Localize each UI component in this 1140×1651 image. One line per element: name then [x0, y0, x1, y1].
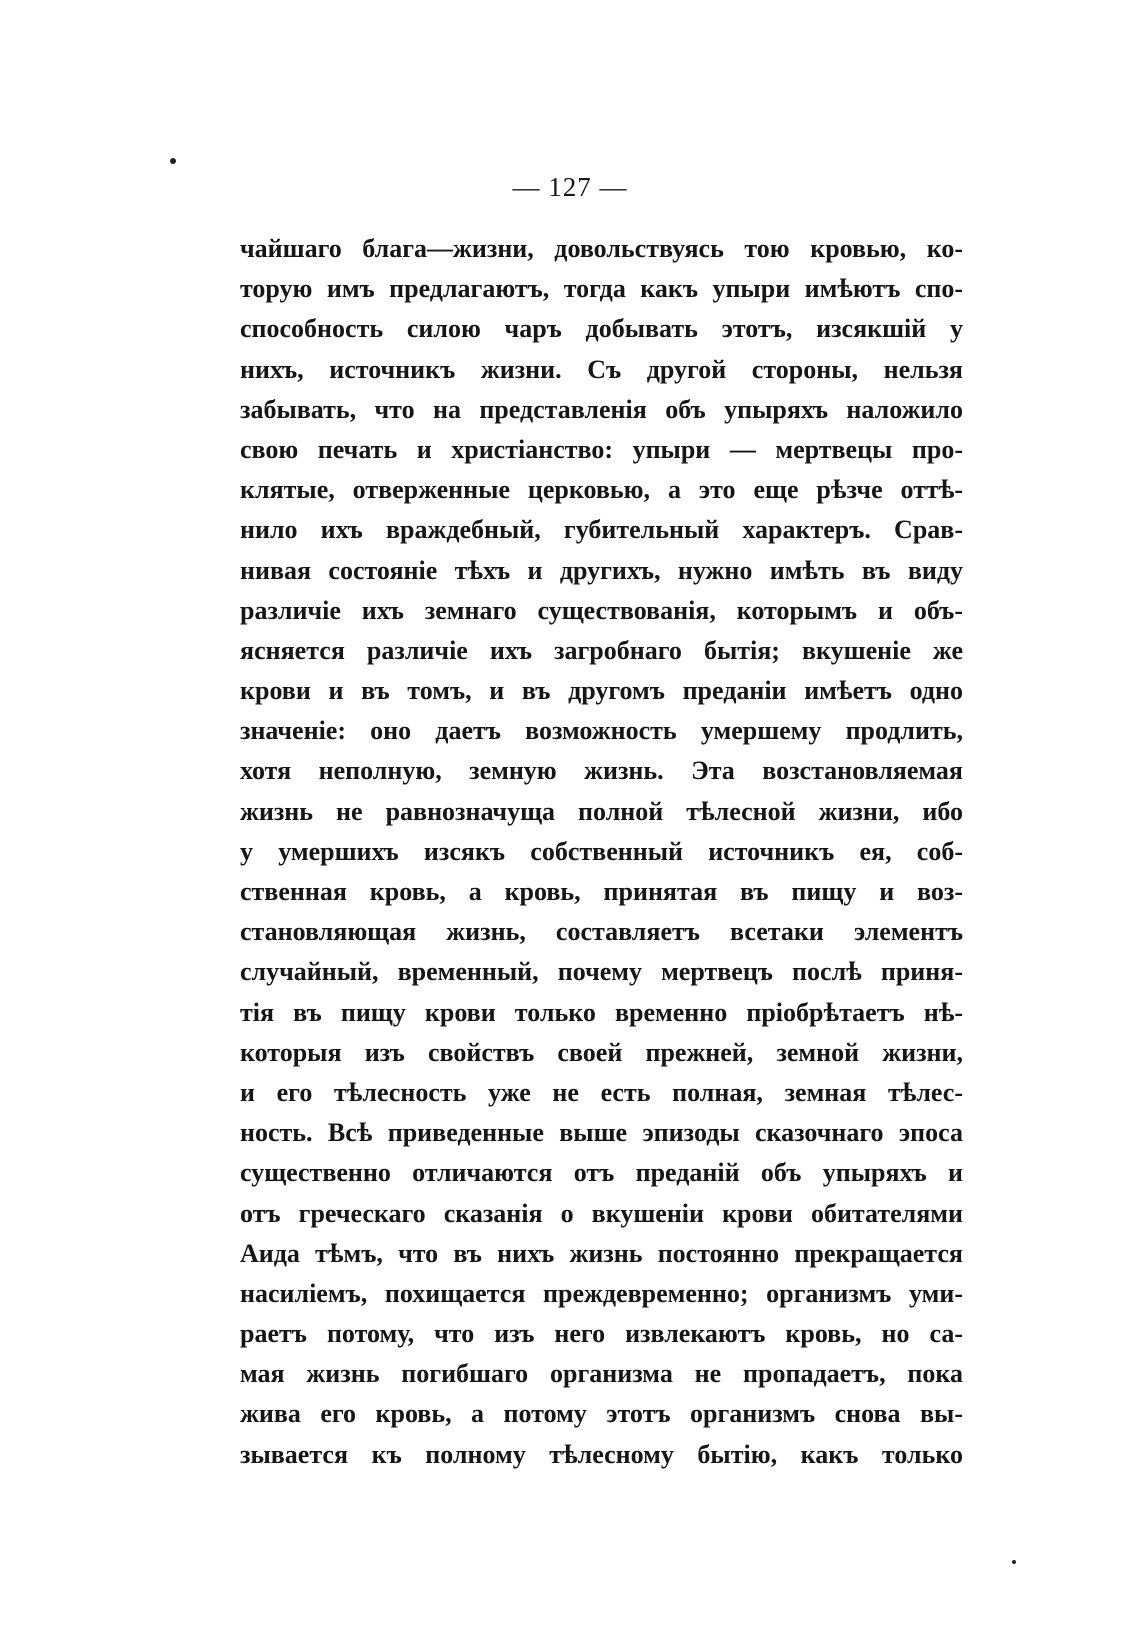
text-line: жива его кровь, а потому этотъ организмъ снова вы- [240, 1399, 963, 1429]
scan-speck [170, 158, 176, 164]
text-line: жизнь не равнозначуща полной тѣлесной жизни, ибо [240, 796, 963, 826]
text-line: способность силою чаръ добывать этотъ, изсякшій у [240, 314, 963, 344]
text-line: нило ихъ враждебный, губительный характеръ. Срав- [240, 515, 963, 545]
text-line: у умершихъ изсякъ собственный источникъ ея, соб- [240, 836, 963, 866]
text-line: отъ греческаго сказанія о вкушеніи крови обитателями [240, 1198, 963, 1228]
text-line: ственная кровь, а кровь, принятая въ пищу и воз- [240, 877, 963, 906]
page-number: — 127 — [512, 172, 628, 202]
text-line: и его тѣлесность уже не есть полная, земная тѣлес- [240, 1077, 963, 1107]
text-line: становляющая жизнь, составляетъ всетаки элементъ [240, 917, 963, 947]
text-line: свою печать и христіанство: упыри — мертвецы про- [240, 434, 963, 464]
text-line: насиліемъ, похищается преждевременно; организмъ уми- [240, 1278, 963, 1308]
text-line: ность. Всѣ приведенные выше эпизоды сказочнаго эпоса [240, 1118, 963, 1148]
text-line: нивая состояніе тѣхъ и другихъ, нужно имѣть въ виду [240, 555, 963, 585]
text-line: ясняется различіе ихъ загробнаго бытія; вкушеніе же [240, 635, 963, 665]
text-line: клятые, отверженные церковью, а это еще рѣзче оттѣ- [240, 475, 963, 505]
text-line: существенно отличаются отъ преданій объ упыряхъ и [240, 1158, 963, 1188]
text-line: значеніе: оно даетъ возможность умершему продлить, [240, 716, 963, 746]
text-line: крови и въ томъ, и въ другомъ преданіи имѣетъ одно [240, 676, 963, 706]
text-line: забывать, что на представленія объ упыряхъ наложило [240, 394, 963, 424]
text-line: чайшаго блага—жизни, довольствуясь тою кровью, ко- [240, 234, 963, 263]
text-line: раетъ потому, что изъ него извлекаютъ кровь, но са- [240, 1319, 963, 1349]
text-line: зывается къ полному тѣлесному бытію, какъ только [240, 1439, 963, 1469]
text-line: торую имъ предлагаютъ, тогда какъ упыри имѣютъ спо- [240, 274, 963, 304]
text-line: различіе ихъ земнаго существованія, которымъ и объ- [240, 595, 963, 625]
text-line: нихъ, источникъ жизни. Съ другой стороны, нельзя [240, 354, 963, 384]
body-text [240, 229, 963, 1475]
text-line: случайный, временный, почему мертвецъ послѣ приня- [240, 957, 963, 987]
text-line: мая жизнь погибшаго организма не пропадаетъ, пока [240, 1359, 963, 1389]
text-line: тія въ пищу крови только временно пріобрѣтаетъ нѣ- [240, 997, 963, 1027]
text-line: Аида тѣмъ, что въ нихъ жизнь постоянно прекращается [240, 1238, 963, 1268]
scan-speck [1012, 1560, 1016, 1564]
text-line: хотя неполную, земную жизнь. Эта возстановляемая [240, 756, 963, 786]
text-line: которыя изъ свойствъ своей прежней, земной жизни, [240, 1037, 963, 1067]
